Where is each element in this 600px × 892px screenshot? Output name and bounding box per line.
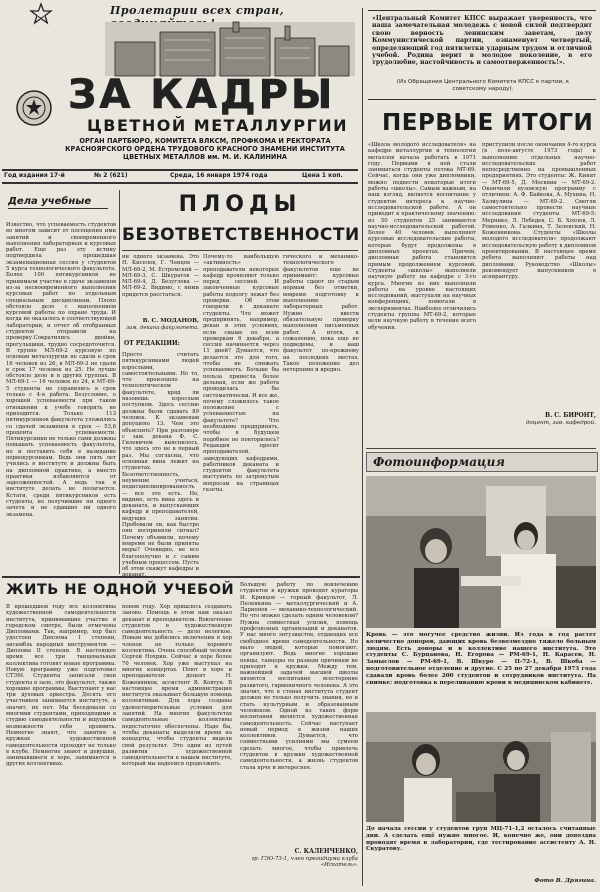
soviet-star-icon bbox=[30, 3, 52, 25]
plody-heading-rule bbox=[122, 250, 358, 251]
plody-col2: Почему-то наибольшую «активность» преподаватели некоторых кафедр проявляют только перед сессией. И законченные курсовые работы подолгу лежат без проверки. Об этом говорили в деканате студенты. Что может предпринять, например, декан в этих условиях, если свыше по всем проверкам 6 декабря, а сессия начинается через 11 дней? Думается, что делается это для того, чтобы не снижать успеваемость. Больше бы польза принесла более дельная, если же работа проводилась бы систематически. И все же, почему сложилось такое положение с успеваемостью на факультете? Что необходимо предпринять, чтобы в будущем подобное не повторилось? Редакция просит преподавателей, заведующих кафедрами, работников деканата и студентов факультета выступить по затронутым вопросам на страницах газеты. bbox=[203, 254, 279, 493]
zhit-signature-role: гр. ГЭО-73-1, член президиума клуба «Искатель». bbox=[251, 856, 358, 869]
newspaper-subtitle: ЦВЕТНОЙ МЕТАЛЛУРГИИ bbox=[86, 116, 349, 135]
column-rule-left bbox=[119, 190, 120, 574]
plody-heading-top: ПЛОДЫ bbox=[178, 192, 302, 217]
plody-signature-role: зам. декана факультета. bbox=[126, 325, 199, 331]
photo-credit: Фото В. Дрягина. bbox=[534, 878, 596, 884]
zhit-signature: С. КАЛЕНЧЕНКО, bbox=[294, 848, 358, 855]
plody-heading-bottom: БЕЗОТВЕТСТВЕННОСТИ bbox=[122, 225, 360, 245]
quote-box bbox=[368, 10, 596, 100]
newspaper-title: ЗА КАДРЫ bbox=[68, 72, 336, 118]
plody-col1: Просто считать пятикурсниками людей взрослыми, самостоятельными. Но то, что произошло на технологическом факультете, вряд ли назовешь взрослым поступком. Здесь сессию должны были сдавать 89 человек. К экзаменам допущено 13. Чем это объяснить? При разговоре с зам. декана Ф. С. Гилевичем выяснилось, что здесь это не в первый раз. Мы согласны, что основная вина лежит на студентах. Безответственность, неумение учиться, недисциплинированность — все это есть. Но, видимо, есть вина здесь и деканата, и выпускающих кафедр и преподавателей, ведущих занятия. Пробовали ли, как быстро они восприняли сигнал? Почему объявили, почему вовремя не были приняты меры? Очевидно, не все благополучно и с самим учебным процессом. Пусть об этом скажут кафедры и bbox=[122, 352, 199, 573]
issue-year: Год издания 17-й bbox=[4, 172, 65, 179]
zhit-col3: Большую работу по вовлечению студентов в кружки проводят кураторы И. Кривцов — горный факультет, Л. Пеленкина — металлургический и А. Ларионов — механико-технологический. Но что можно сделать одним человеком? Нужна совместная усилия, помощь профсоюзных организаций и деканатов. У нас много энтузиастов, отдающих все свободное время самодеятельности. Но мало людей, которые помогают, организуют. Ведь многие хорошие певцы, танцоры по разным причинам не приходят в кружки. Между тем, важнейшей задачей высшей школы является воспитание всесторонне развитого, гармоничного человека. А это значит, что в стенах института студент должен не только получить знания, но и стать культурным и образованным человеком. Одной из таких форм воспитания является художественная самодеятельность. Сейчас наступает новый период в жизни наших коллективов. Думается, что совместными усилиями мы сумеем сделать многое, чтобы привлечь студентов в кружки художественной самодеятельности, а жизнь студентов стала ярче и интереснее. bbox=[240, 582, 358, 771]
photo-heading-bar bbox=[366, 452, 598, 472]
issue-price: Цена 1 коп. bbox=[302, 172, 343, 179]
publisher-line: ОРГАН ПАРТБЮРО, КОМИТЕТА ВЛКСМ, ПРОФКОМА И РЕКТОРАТА КРАСНОЯРСКОГО ОРДЕНА ТРУДОВОГО КРАСНОГО ЗНАМЕНИ ИНСТИТУТА ЦВЕТНЫХ МЕТАЛЛОВ им. М. И. КАЛИНИНА bbox=[65, 137, 345, 161]
lab-photo-caption: До начала сессии у студентов груп МЦ-71-1,2 осталось считанные дни. А сделать ещё нужно многое. И, конечно же, они допоздна проводят время в лаборатории, где тестирование ассистенту А. Н. Скуратову. bbox=[366, 826, 596, 853]
masthead bbox=[0, 0, 357, 150]
itogi-col2: приступили после окончания 4-го курса (в поле-августе 1973 года) к выполнению отдельных научно-исследовательских работ непосредственно на промышленных предприятиях. Это студенты: Ж. Кинят — МТ-69-5, Д. Москвин — МТ-69-2. Окончили вузовскую программу с отличием: А. Ф. Байкова, А. Мухина, Н. Халиулина — МТ-69-2. Смогли самостоятельно провести научные исследования студенты МТ-69-5: Мернико, Л. Лебедев, С. Б. Хохлов, Л. Роменко, А. Галкина, Т. Зеленский, Н. Кожевникова. Студенты «Школы молодого исследователя» продолжают исследовательскую работу в дипломном проектировании. В настоящее время ребята выполняют работы над дипломами. Руководство «Школы» рекомендует выпускников в аспирантуру. bbox=[482, 142, 596, 281]
itogi-signature-role: доцент, зав. кафедрой. bbox=[525, 420, 596, 426]
quote-text: «Центральный Комитет КПСС выражает уверенность, что наша замечательная молодежь с новой силой подтвердит свою верность ленинским заветам, делу Коммунистической партии, ознаменует четвертый, определяющий год пятилетки ударным трудом и отличной учебой. Родина верит в молодое поколение, в его трудолюбие, настойчивость и самоотверженность!». bbox=[372, 15, 592, 67]
donor-photo-caption: Кровь — это могучее средство жизни. Из года в год растет количество доноров, дающих кровь безвозмездно тяжело больным людям. Есть доноры и в коллективе нашего института. Это студенты С. Бурцанова, Н. Егорова — РМ-69-1, Н. Карасев, Н. Замыслов — РМ-69-1, В. Шкуро — П-72-1, В. Шкоба — подготовительное отделение и другие. С 25 по 27 декабря 1973 года сдавали кровь более 200 студентов и сотрудников института. На снимке: подготовка к переливанию крови в медицинском кабинете. bbox=[366, 632, 596, 686]
donor-photo bbox=[366, 476, 596, 628]
photo-section-rule bbox=[366, 448, 596, 449]
photo-heading: Фотоинформация bbox=[373, 455, 505, 469]
zhit-section-rule bbox=[2, 576, 360, 578]
zhit-col2: новом году. Хор пришлось создавать заново. Помощь в этом нам оказал деканат и преподаватели. Вовлечение студентов в художественную самодеятельность — дело нелегкое. Новым мы добились включения в хор членов не только хорового коллектива. Очень способный человек Сергей Нохрин. Сейчас в хоре более 70 человек. Хор уже выступал на многих концертах. Поют в хоре и преподаватели: доцент Н. Кожевников, ассистент Я. Ковтун. В настоящее время администрация института оказывает большую помощь коллективам. Для хора созданы удовлетворительные условия для занятий. На многих факультетах самодеятельные коллективы недостаточно обеспечены. Надо бы, чтобы деканаты выделяли время на концерты, чтобы студенты видели свой результат. Это один из путей развития художественной самодеятельности в нашем институте, который мы надеемся продолжить. bbox=[122, 604, 232, 768]
plody-redaction-heading: ОТ РЕДАКЦИИ: bbox=[124, 340, 180, 347]
dela-text: Известно, что успеваемость студентов во многом зависит от посещения ими занятий и своевременного выполнения лабораторных и курсовых работ. Еще раз эту истину подтвердила прошедшая экзаменационная сессия у студентов 5 курса технологического факультета. Более 100 пятикурсников не принимали участие в сдаче экзаменов из-за несвоевременного выполнения курсовых работ по отдельным специальным дисциплинам. Плохо обстояло дело с выполнением курсовой работы по охране труда. И когда не оказалось в соответствующей лаборатории, и отчет об отобранных студентов отправили на проверку.Сократились двойки, прогульщики, трудно сосредоточится. В группе МЛ-69-2 курсовую по основам металлургии не сдали в срок 16 человек из 26, в МЛ-69-3 не сдали в срок 17 человек из 25. Не лучше обстояло дело и в других группах. В МЛ-69-1 — 16 человек из 24, в МТ-69-5 студенты не справились в срок только с 4-я работа. Безусловно, о хорошей успеваемости при таком отношении к учебе говорить не приходится. Только 113 пятикурсников факультета уложились со сдачей экзаменов в срок — 53,8 процента успеваемости. Пятикурсники не только сами должны повышать успеваемость факультета, но и поставить себя в назидание первокурсникам. Ведь они пять лет учились в институте и должны быть на дипломной практике, а вместо практики избавляются от задолженностей. А ведь так в институте делать не полагается. Кстати, среди пятикурсников есть студенты, не получившие ни одного зачета и не сдавшие ни одного экзамена. bbox=[6, 222, 116, 518]
plody-signature: В. С. МОДАНОВ, bbox=[142, 318, 199, 324]
masthead-rule-bottom bbox=[2, 182, 358, 184]
issue-info-bar bbox=[2, 171, 358, 181]
lab-photo bbox=[366, 712, 596, 822]
itogi-col1: «Школа молодого исследователя» на кафедре металлургии и технологии металлов начала работать в 1971 году. Первыми в ней стали заниматься студенты потока МТ-69. Сейчас, когда они уже дипломники, можно подвести некоторые итоги работы «школы». Самым важным, на наш взгляд, является воспитание у студентов интереса к научно-исследовательской работе. А он приводит к практическому значению: из 50 студентов 25 занимаются научно-исследовательской работой. Более 40 человек выполняют курсовые исследовательские работы, которые будут продолжены в дипломных проектах. Причем, дипломная работа становится прямым продолжением курсовой. Студенты «школы» выполняли научную работу на кафедре с 3-го курса. Многие из них выполнили работы на уровне настоящих исследований, выступали на научных конференциях, помогали в экспериментах. Наиболее отличились студенты группы МТ-69-2, которые вели научную работу в течение всего обучения. bbox=[368, 142, 476, 331]
issue-date: Среда, 16 января 1974 года bbox=[170, 172, 268, 179]
issue-number: № 2 (621) bbox=[94, 172, 128, 179]
zhit-col1: В прошедшем году все коллективы художественной самодеятельности института, принимавшие участие в городском смотре, были отмечены Дипломами. Так, например, хор был удостоен Диплома I степени, ансамбль народных инструментов — Диплома II степени. В настоящее время все три танцевальных коллектива готовят новые программы. Новую программу уже подготовил СТЭМ. Студенты записали свои студенты в зале, это факультет, также хорошие программы. Выступают у нас три духовых оркестра. Десять его участников занимаются институте, а значит, их нет. Мы беседовали со многими студентами, приходящими в студию самодеятельности и ищущими возможности себя проявить. Немногие знают, что занятия в кружках художественной самодеятельности проходят не только в клубе. Немногие знают и девушки, занимавшиеся в хоре, занимаются в других коллективах. bbox=[6, 604, 116, 768]
itogi-signature: В. С. БИРОНТ, bbox=[545, 412, 596, 419]
zhit-heading: ЖИТЬ НЕ ОДНОЙ УЧЕБОЙ bbox=[6, 582, 235, 598]
itogi-heading: ПЕРВЫЕ ИТОГИ bbox=[382, 110, 594, 136]
slogan: Пролетарии всех стран, bbox=[110, 4, 285, 17]
order-medal-icon bbox=[14, 88, 54, 128]
masthead-illustration bbox=[105, 22, 355, 76]
dela-heading: Дела учебные bbox=[8, 196, 108, 209]
quote-source: (Из Обращения Центрального Комитета КПСС к партии, к советскому народу). bbox=[396, 79, 570, 92]
column-rule bbox=[362, 8, 363, 886]
plody-col3: гического и механико-технологического факультетов еще не принимают: курсовые работы сдают по старым нормам без отметки, вовремя подготовку к выполнению лабораторных работ. Нужно ввести обязательную проверку выполнения письменных работ. А итоги, к сожалению, пока еще не подведены, и наш факультет по-прежнему на последних местах. Такое положение дел нетерпимо и вредно. bbox=[283, 254, 359, 374]
plody-lead: ни одного экзамена. Это Н. Киселев, Г. Ченцов — МЛ-69-2, М. Естремский — МЛ-69-3, С. Шкуратов — МЛ-69-4, Д. Безуглова — МЛ-69-2. Видимо, с ними придется расстаться. bbox=[122, 254, 199, 298]
